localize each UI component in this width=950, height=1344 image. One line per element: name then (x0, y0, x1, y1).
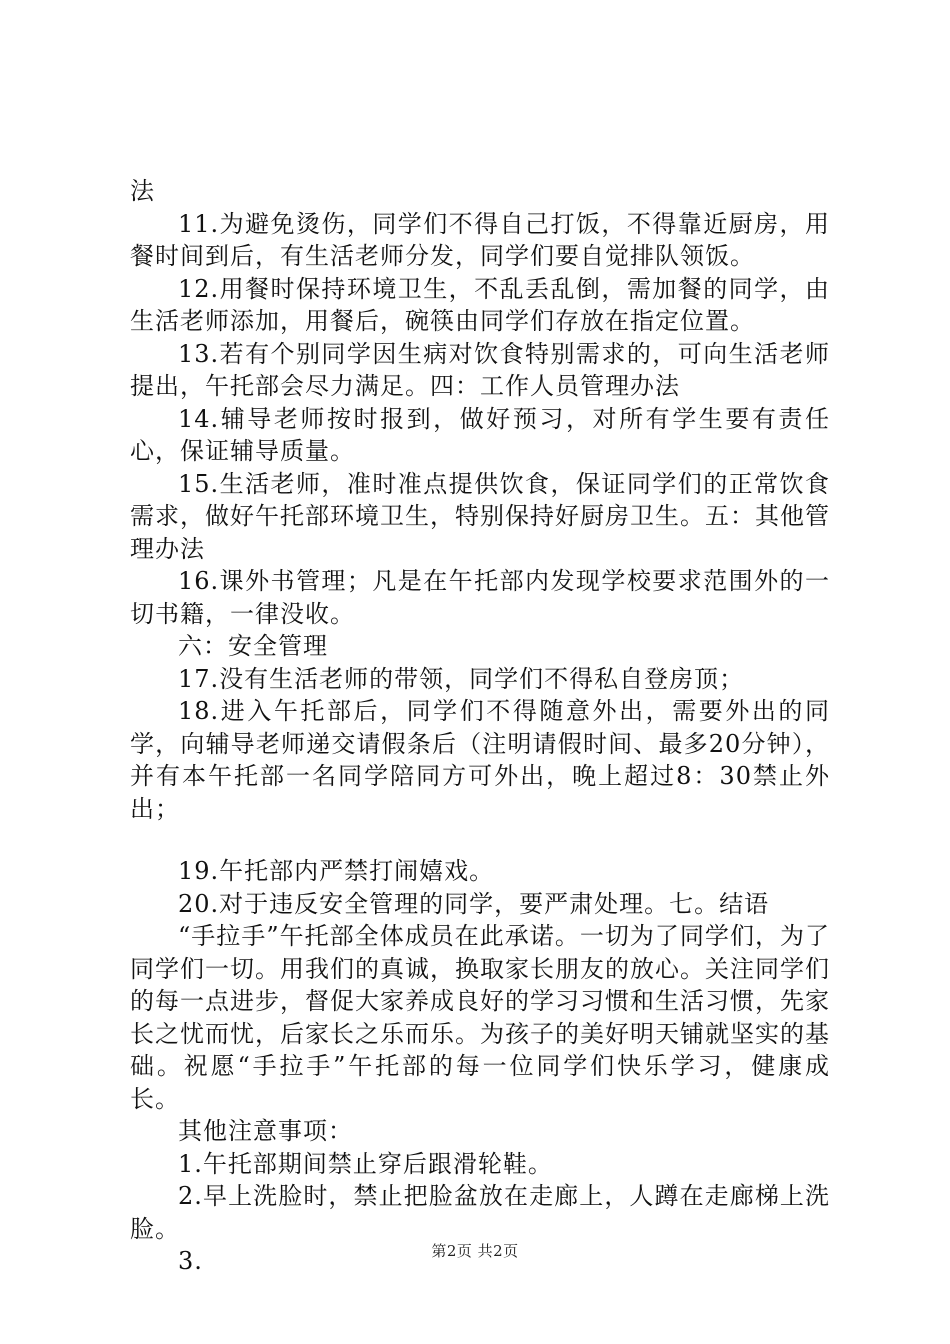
note-item-2: 2.早上洗脸时，禁止把脸盆放在走廊上，人蹲在走廊梯上洗脸。 (130, 1182, 830, 1243)
document-body (130, 175, 830, 1278)
paragraph-item-13: 13.若有个别同学因生病对饮食特别需求的，可向生活老师提出，午托部会尽力满足。四：工作人员管理办法 (130, 339, 830, 400)
paragraph-conclusion: “手拉手”午托部全体成员在此承诺。一切为了同学们，为了同学们一切。用我们的真诚，换取家长朋友的放心。关注同学们的每一点进步，督促大家养成良好的学习习惯和生活习惯，先家长之忧而忧，后家长之乐而乐。为孩子的美好明天铺就坚实的基础。祝愿“手拉手”午托部的每一位同学们快乐学习，健康成长。 (130, 922, 830, 1113)
paragraph-item-12: 12.用餐时保持环境卫生，不乱丢乱倒，需加餐的同学，由生活老师添加，用餐后，碗筷由同学们存放在指定位置。 (130, 274, 830, 335)
paragraph-item-16: 16.课外书管理；凡是在午托部内发现学校要求范围外的一切书籍，一律没收。 (130, 567, 830, 628)
paragraph-gap (130, 825, 830, 855)
paragraph-item-17: 17.没有生活老师的带领，同学们不得私自登房顶； (178, 664, 745, 693)
paragraph-item-19: 19.午托部内严禁打闹嬉戏。 (178, 857, 495, 885)
note-item-3: 3. (178, 1247, 203, 1275)
section-heading-safety: 六：安全管理 (178, 632, 328, 660)
notes-heading: 其他注意事项： (178, 1117, 353, 1145)
paragraph-item-14: 14.辅导老师按时报到，做好预习，对所有学生要有责任心，保证辅导质量。 (130, 404, 830, 465)
paragraph-continuation: 法 (130, 177, 155, 205)
note-item-1: 1.午托部期间禁止穿后跟滑轮鞋。 (178, 1149, 553, 1178)
page-number-label: 第2页 共2页 (431, 1242, 519, 1260)
paragraph-item-15: 15.生活老师，准时准点提供饮食，保证同学们的正常饮食需求，做好午托部环境卫生，特别保持好厨房卫生。五：其他管理办法 (130, 469, 830, 563)
paragraph-item-11: 11.为避免烫伤，同学们不得自己打饭，不得靠近厨房，用餐时间到后，有生活老师分发，同学们要自觉排队领饭。 (130, 209, 830, 270)
paragraph-item-18: 18.进入午托部后，同学们不得随意外出，需要外出的同学，向辅导老师递交请假条后（注明请假时间、最多20分钟），并有本午托部一名同学陪同方可外出，晚上超过8：30禁止外出； (130, 697, 830, 823)
page-footer (0, 1240, 950, 1261)
paragraph-item-20: 20.对于违反安全管理的同学，要严肃处理。七。结语 (178, 889, 770, 918)
